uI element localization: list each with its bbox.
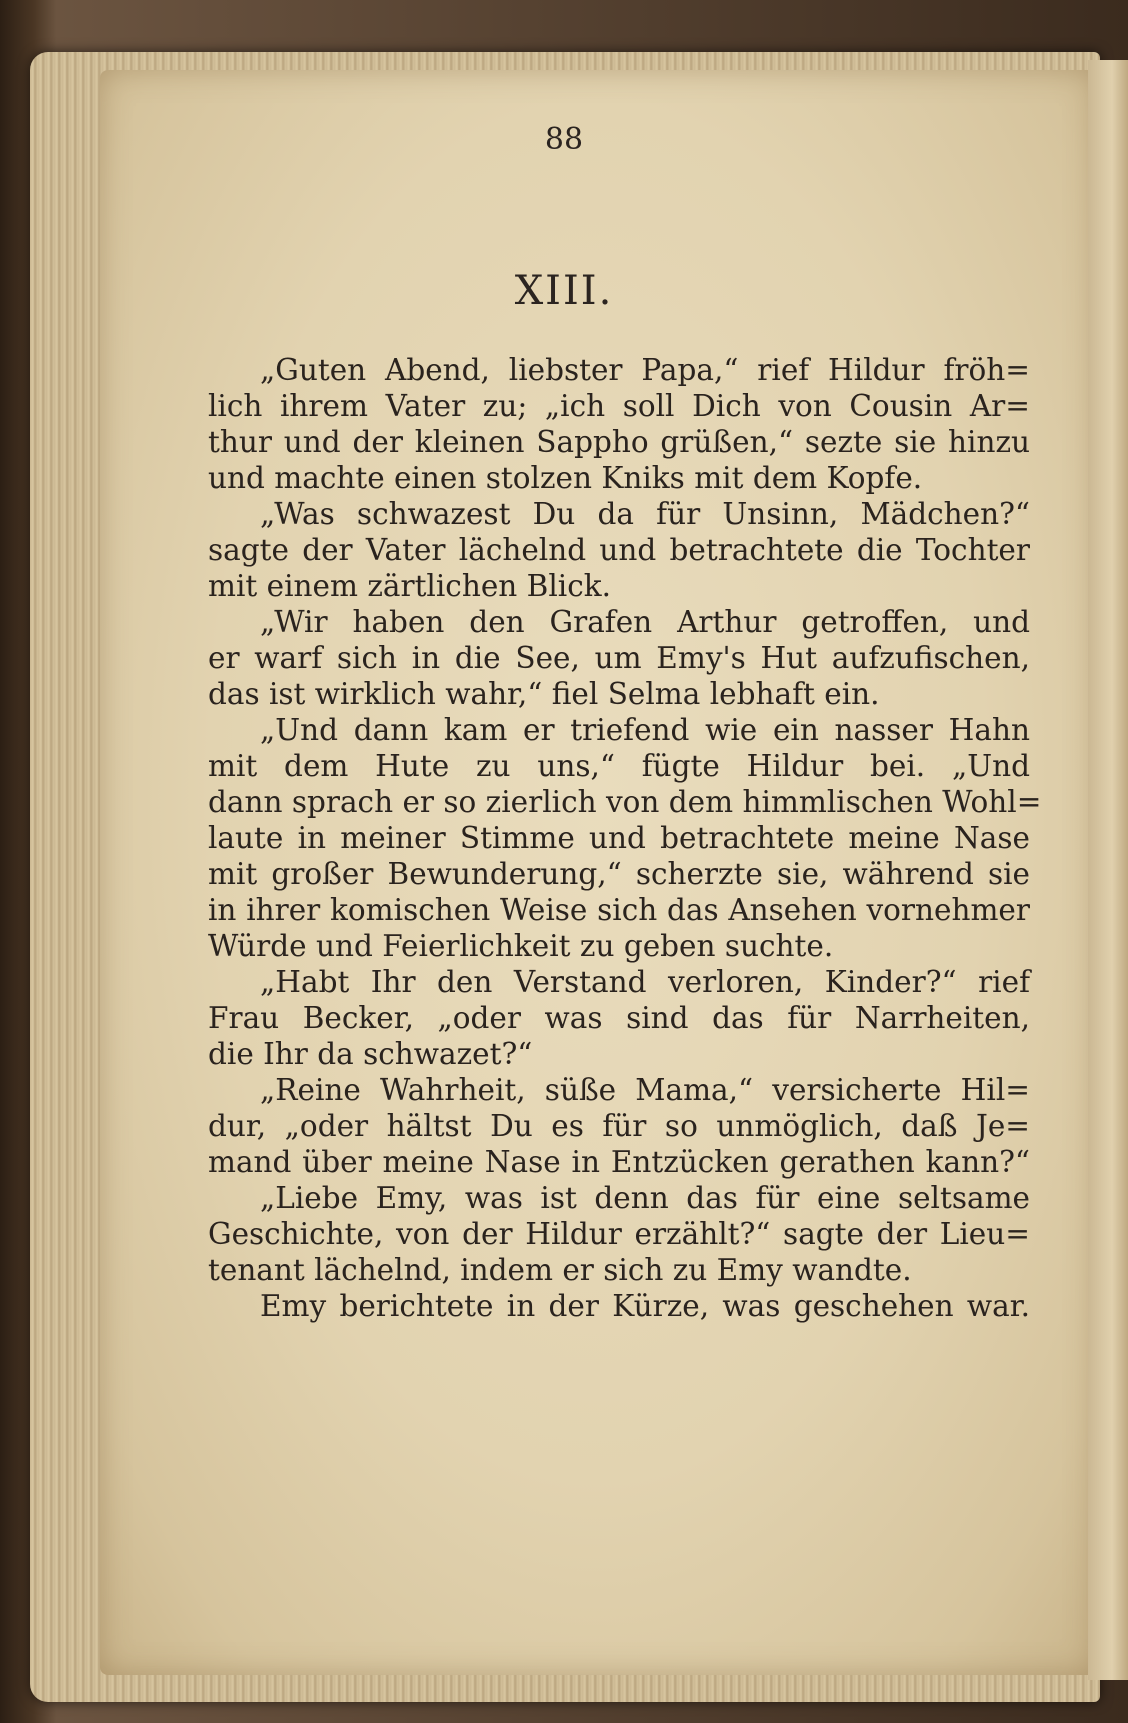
text-line: „Guten Abend, liebster Papa,“ rief Hildur fröh=	[260, 353, 1030, 387]
body-text	[208, 352, 1042, 1324]
text-line: „Was schwazest Du da für Unsinn, Mädchen?“	[260, 497, 1030, 531]
text-line: die Ihr da schwazet?“	[208, 1037, 533, 1071]
text-line: mit dem Hute zu uns,“ fügte Hildur bei. „Und	[208, 749, 1030, 783]
text-line: „Habt Ihr den Verstand verloren, Kinder?“ rief	[260, 965, 1030, 999]
text-line: dann sprach er so zierlich von dem himmlischen Wohl=	[208, 785, 1042, 819]
text-line: er warf sich in die See, um Emy's Hut aufzufischen,	[208, 641, 1030, 675]
text-line: mand über meine Nase in Entzücken gerathen kann?“	[208, 1145, 1030, 1179]
text-line: und machte einen stolzen Kniks mit dem Kopfe.	[208, 461, 923, 495]
text-line: „Liebe Emy, was ist denn das für eine seltsame	[260, 1181, 1030, 1215]
text-line: mit einem zärtlichen Blick.	[208, 569, 611, 603]
chapter-heading: XIII.	[514, 268, 614, 314]
text-line: sagte der Vater lächelnd und betrachtete die Tochter	[208, 533, 1030, 567]
text-line: lich ihrem Vater zu; „ich soll Dich von Cousin Ar=	[208, 389, 1030, 423]
text-line: „Und dann kam er triefend wie ein nasser Hahn	[260, 713, 1030, 747]
text-line: Emy berichtete in der Kürze, was geschehen war.	[260, 1289, 1030, 1323]
text-line: das ist wirklich wahr,“ fiel Selma lebhaft ein.	[208, 677, 880, 711]
text-line: mit großer Bewunderung,“ scherzte sie, während sie	[208, 857, 1030, 891]
text-line: „Wir haben den Grafen Arthur getroffen, und	[260, 605, 1030, 639]
text-line: laute in meiner Stimme und betrachtete meine Nase	[208, 821, 1030, 855]
page-number: 88	[544, 122, 584, 157]
text-line: in ihrer komischen Weise sich das Ansehen vornehmer	[208, 893, 1030, 927]
text-line: Würde und Feierlichkeit zu geben suchte.	[208, 929, 834, 963]
text-line: „Reine Wahrheit, süße Mama,“ versicherte Hil=	[260, 1073, 1030, 1107]
text-line: Geschichte, von der Hildur erzählt?“ sagte der Lieu=	[208, 1217, 1030, 1251]
text-line: Frau Becker, „oder was sind das für Narrheiten,	[208, 1001, 1030, 1035]
text-line: thur und der kleinen Sappho grüßen,“ sezte sie hinzu	[208, 425, 1030, 459]
text-line: dur, „oder hältst Du es für so unmöglich, daß Je=	[208, 1109, 1030, 1143]
text-line: tenant lächelnd, indem er sich zu Emy wandte.	[208, 1253, 912, 1287]
